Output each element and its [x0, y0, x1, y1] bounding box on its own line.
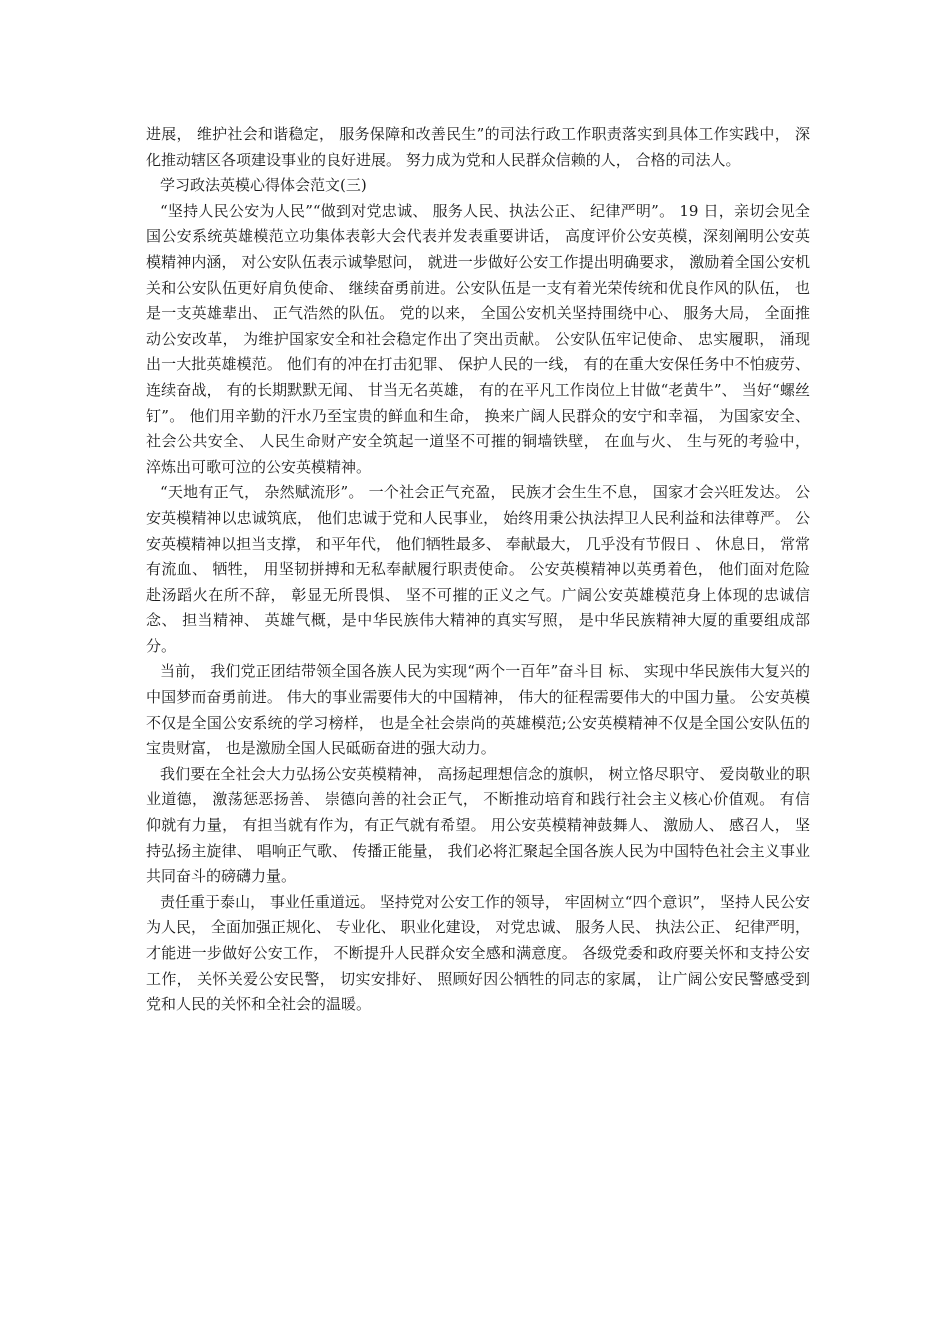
paragraph: “坚持人民公安为人民”“做到对党忠诚、 服务人民、执法公正、 纪律严明”。 19 日，亲切会见全国公安系统英雄模范立功集体表彰大会代表并发表重要讲话， 高度评价公安英模，深刻阐明公安英模精神内涵， 对公安队伍表示诚挚慰问， 就进一步做好公安工作提出明确要求， 激励着全国公安机关和公安队伍更好肩负使命、 继续奋勇前进。公安队伍是一支有着光荣传统和优良作风的队伍， 也是一支英雄辈出、 正气浩然的队伍。 党的以来， 全国公安机关坚持围绕中心、 服务大局， 全面推动公安改革， 为维护国家安全和社会稳定作出了突出贡献。 公安队伍牢记使命、 忠实履职， 涌现出一大批英雄模范。 他们有的冲在打击犯罪、 保护人民的一线， 有的在重大安保任务中不怕疲劳、 连续奋战， 有的长期默默无闻、 甘当无名英雄， 有的在平凡工作岗位上甘做“老黄牛”、 当好“螺丝钉”。 他们用辛勤的汗水乃至宝贵的鲜血和生命， 换来广阔人民群众的安宁和幸福， 为国家安全、 社会公共安全、 人民生命财产安全筑起一道坚不可摧的铜墙铁壁， 在血与火、 生与死的考验中， 淬炼出可歌可泣的公安英模精神。 [146, 201, 810, 476]
paragraph: 当前， 我们党正团结带领全国各族人民为实现“两个一百年”奋斗目 标、 实现中华民族伟大复兴的中国梦而奋勇前进。 伟大的事业需要伟大的中国精神， 伟大的征程需要伟大的中国力量。 公安英模不仅是全国公安系统的学习榜样， 也是全社会崇尚的英雄模范;公安英模精神不仅是全国公安队伍的宝贵财富， 也是激励全国人民砥砺奋进的强大动力。 [146, 662, 810, 758]
paragraph: 我们要在全社会大力弘扬公安英模精神， 高扬起理想信念的旗帜， 树立恪尽职守、 爱岗敬业的职业道德， 激荡惩恶扬善、 崇德向善的社会正气， 不断推动培育和践行社会主义核心价值观。 有信仰就有力量， 有担当就有作为，有正气就有希望。 用公安英模精神鼓舞人、 激励人、 感召人， 坚持弘扬主旋律、 唱响正气歌、 传播正能量， 我们必将汇聚起全国各族人民为中国特色社会主义事业共同奋斗的磅礴力量。 [146, 764, 810, 886]
paragraph: “天地有正气， 杂然赋流形”。 一个社会正气充盈， 民族才会生生不息， 国家才会兴旺发达。 公安英模精神以忠诚筑底， 他们忠诚于党和人民事业， 始终用秉公执法捍卫人民利益和法律尊严。 公安英模精神以担当支撑， 和平年代， 他们牺牲最多、 奉献最大， 几乎没有节假日 、 休息日， 常常有流血、 牺牲， 用坚韧拼搏和无私奉献履行职责使命。 公安英模精神以英勇着色， 他们面对危险赴汤蹈火在所不辞， 彰显无所畏惧、 坚不可摧的正义之气。广阔公安英雄模范身上体现的忠诚信念、 担当精神、 英雄气概，是中华民族伟大精神的真实写照， 是中华民族精神大厦的重要组成部分。 [146, 483, 810, 655]
document-body [146, 122, 810, 1018]
paragraph-continued: 进展， 维护社会和谐稳定， 服务保障和改善民生”的司法行政工作职责落实到具体工作实践中， 深化推动辖区各项建设事业的良好进展。 努力成为党和人民群众信赖的人， 合格的司法人。 [146, 125, 810, 169]
paragraph: 责任重于泰山， 事业任重道远。 坚持党对公安工作的领导， 牢固树立“四个意识”， 坚持人民公安为人民， 全面加强正规化、 专业化、 职业化建设， 对党忠诚、 服务人民、 执法公正、 纪律严明， 才能进一步做好公安工作， 不断提升人民群众安全感和满意度。 各级党委和政府要关怀和支持公安工作， 关怀关爱公安民警， 切实安排好、 照顾好因公牺牲的同志的家属， 让广阔公安民警感受到党和人民的关怀和全社会的温暖。 [146, 892, 810, 1014]
section-heading: 学习政法英模心得体会范文(三) [160, 176, 367, 195]
